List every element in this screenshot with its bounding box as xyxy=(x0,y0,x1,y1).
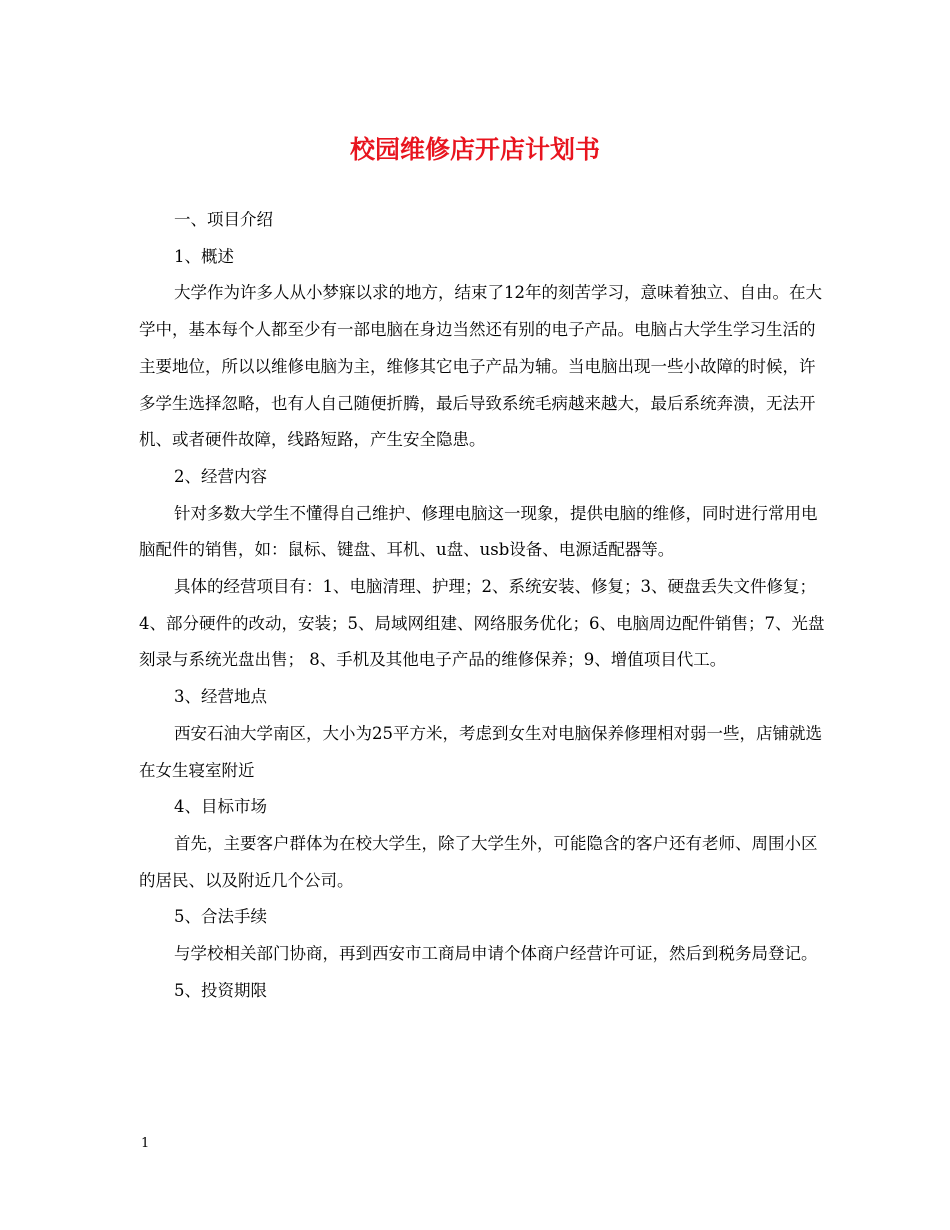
body-paragraph: 与学校相关部门协商，再到西安市工商局申请个体商户经营许可证，然后到税务局登记。 xyxy=(174,944,818,964)
body-paragraph: 大学作为许多人从小梦寐以求的地方，结束了12年的刻苦学习，意味着独立、自由。在大学中，基本每个人都至少有一部电脑在身边当然还有别的电子产品。电脑占大学生学习生活的主要地位，所以以维修电脑为主，维修其它电子产品为辅。当电脑出现一些小故障的时候，许多学生选择忽略，也有人自己随便折腾，最后导致系统毛病越来越大，最后系统奔溃，无法开机、或者硬件故障，线路短路，产生安全隐患。 xyxy=(139,283,822,450)
section-heading: 2、经营内容 xyxy=(174,466,267,486)
body-paragraph: 西安石油大学南区，大小为25平方米，考虑到女生对电脑保养修理相对弱一些，店铺就选在女生寝室附近 xyxy=(139,723,822,780)
section-heading: 5、合法手续 xyxy=(174,907,267,927)
body-paragraph: 首先，主要客户群体为在校大学生，除了大学生外，可能隐含的客户还有老师、周围小区的居民、以及附近几个公司。 xyxy=(139,833,818,890)
body-paragraph: 针对多数大学生不懂得自己维护、修理电脑这一现象，提供电脑的维修，同时进行常用电脑配件的销售，如：鼠标、键盘、耳机、u盘、usb设备、电源适配器等。 xyxy=(139,503,818,560)
section-heading: 5、投资期限 xyxy=(174,980,267,1000)
section-heading: 3、经营地点 xyxy=(174,687,267,707)
section-heading: 1、概述 xyxy=(174,246,234,266)
body-paragraph: 具体的经营项目有：1、电脑清理、护理；2、系统安装、修复；3、硬盘丢失文件修复；4、部分硬件的改动，安装；5、局域网组建、网络服务优化；6、电脑周边配件销售；7、光盘刻录与系统光盘出售； 8、手机及其他电子产品的维修保养；9、增值项目代工。 xyxy=(139,577,825,670)
document-title: 校园维修店开店计划书 xyxy=(349,135,600,164)
page-number: 1 xyxy=(141,1136,150,1151)
section-heading: 一、项目介绍 xyxy=(174,210,273,229)
section-heading: 4、目标市场 xyxy=(174,797,267,817)
document-body xyxy=(139,202,829,1009)
